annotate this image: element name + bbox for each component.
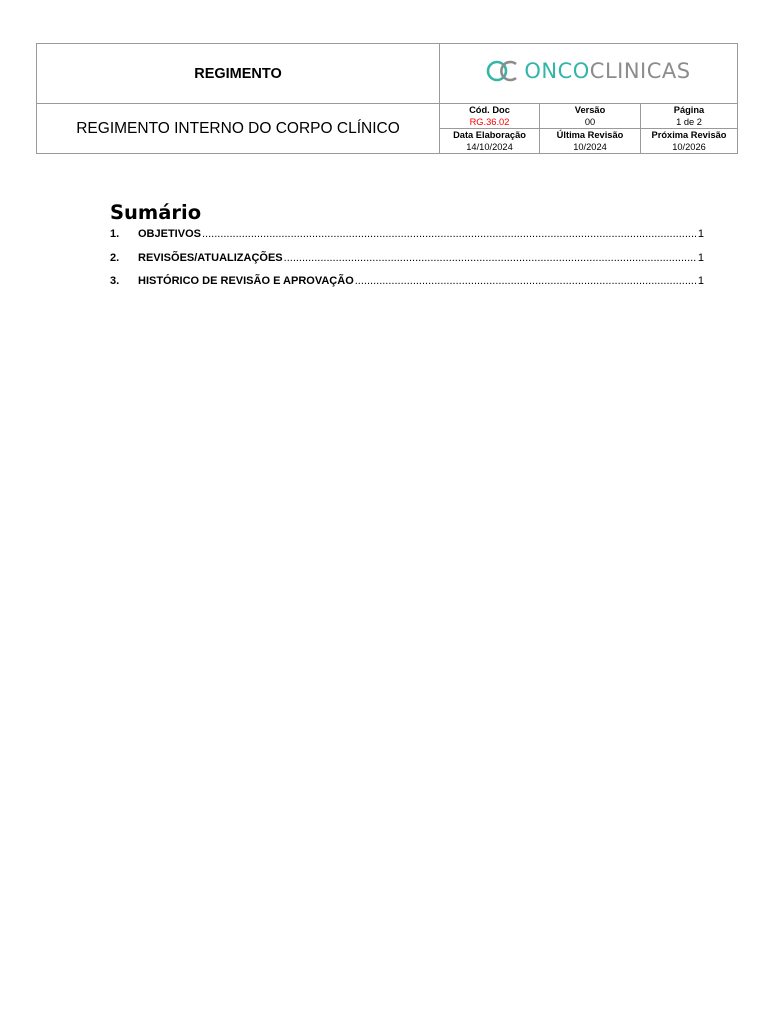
ultima-revisao-cell xyxy=(540,129,641,154)
pagina-cell xyxy=(641,104,738,129)
doc-type-title: REGIMENTO xyxy=(37,44,440,104)
versao-label: Versão xyxy=(574,105,606,115)
toc-item-number: 3. xyxy=(110,275,120,287)
toc-item-page: 1 xyxy=(697,251,704,264)
logo-text-clinicas: CLINICAS xyxy=(589,59,691,83)
proxima-revisao-label: Próxima Revisão xyxy=(651,130,727,140)
data-elaboracao-value: 14/10/2024 xyxy=(466,142,513,152)
proxima-revisao-value: 10/2026 xyxy=(672,142,706,152)
ultima-revisao-label: Última Revisão xyxy=(556,130,624,140)
ultima-revisao-value: 10/2024 xyxy=(573,142,607,152)
logo-text-onco: ONCO xyxy=(524,59,590,83)
cod-doc-cell xyxy=(440,104,540,129)
toc-item-objetivos[interactable] xyxy=(110,228,704,252)
cod-doc-value: RG.36.02 xyxy=(469,117,510,127)
data-elaboracao-label: Data Elaboração xyxy=(453,130,526,140)
toc-leader-dots xyxy=(202,228,697,240)
pagina-value: 1 de 2 xyxy=(676,117,702,127)
data-elaboracao-cell xyxy=(440,129,540,154)
toc-item-revisoes[interactable] xyxy=(110,252,704,276)
versao-value: 00 xyxy=(584,117,596,127)
document-header-table xyxy=(36,43,738,154)
logo-cell xyxy=(440,44,738,104)
doc-title: REGIMENTO INTERNO DO CORPO CLÍNICO xyxy=(37,104,440,154)
pagina-label: Página xyxy=(673,105,705,115)
toc-item-page: 1 xyxy=(697,228,704,240)
toc-item-number: 2. xyxy=(110,251,120,264)
cod-doc-label: Cód. Doc xyxy=(469,105,510,115)
table-of-contents xyxy=(110,201,704,299)
toc-leader-dots xyxy=(355,275,697,287)
toc-item-page: 1 xyxy=(697,275,704,287)
toc-item-label: REVISÕES/ATUALIZAÇÕES xyxy=(138,251,283,264)
versao-cell xyxy=(540,104,641,129)
proxima-revisao-cell xyxy=(641,129,738,154)
toc-item-number: 1. xyxy=(110,228,120,240)
toc-item-label: HISTÓRICO DE REVISÃO E APROVAÇÃO xyxy=(138,275,354,287)
toc-item-label: OBJETIVOS xyxy=(138,228,201,240)
oc-logo-icon xyxy=(486,59,520,83)
toc-leader-dots xyxy=(284,252,697,264)
toc-item-historico[interactable] xyxy=(110,275,704,299)
oncoclinicas-logo xyxy=(486,59,690,83)
toc-heading: Sumário xyxy=(110,201,202,224)
